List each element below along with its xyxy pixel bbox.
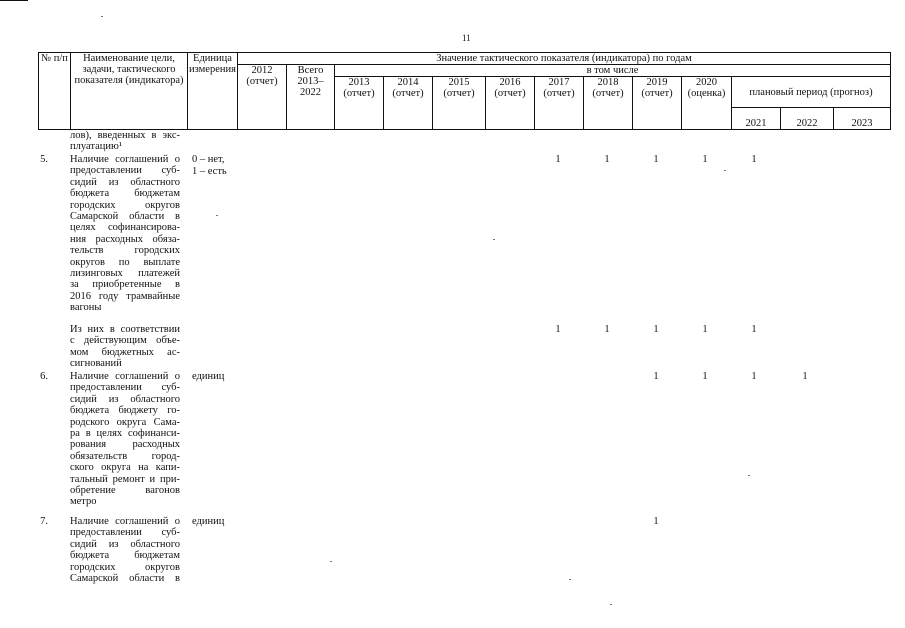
col-2013-header: 2013 (отчет) (335, 77, 384, 130)
col-values-header: Значение тактического показателя (индикатора) по годам (238, 53, 891, 65)
col-2020-header: 2020 (оценка) (682, 77, 732, 130)
col-2015-header: 2015 (отчет) (433, 77, 486, 130)
row-5-line-1: Наличие соглашений о (70, 154, 180, 165)
row-7-unit: единиц (192, 516, 225, 527)
col-2016-header: 2016 (отчет) (486, 77, 535, 130)
row-4-name-continued (70, 130, 180, 153)
row-5-line-9: тельств городских (70, 245, 180, 257)
row-5-name (70, 154, 180, 314)
row-7-line-1: Наличие соглашений о (70, 516, 180, 527)
row-5a-value-2021: 1 (751, 324, 757, 335)
row-5-line-10: округов по выплате (70, 256, 180, 268)
row-5-line-5: городских округов (70, 199, 180, 211)
row-5-line-7: целях софинансирова- (70, 222, 180, 234)
row-7-line-2: предоставлении суб- (70, 527, 180, 539)
row-6-line-8: обязательств город- (70, 450, 180, 462)
row-5-line-2: предоставлении суб- (70, 165, 180, 177)
row-6-line-11: обретение вагонов (70, 485, 180, 497)
row-5a-value-2020: 1 (702, 324, 708, 335)
row-6-unit: единиц (192, 371, 225, 382)
row-7-line-6: Самарской области в (70, 573, 180, 585)
col-2019-header: 2019 (отчет) (633, 77, 682, 130)
row-5a-line-2: с действующим объе- (70, 335, 180, 347)
row-5-value-2017: 1 (555, 154, 561, 165)
col-2023-header: 2023 (834, 108, 891, 130)
row-6-value-2020: 1 (702, 371, 708, 382)
row-6-line-5: родского округа Сама- (70, 416, 180, 428)
col-2022-header: 2022 (781, 108, 834, 130)
scan-speck (610, 604, 612, 605)
row-5-line-11: лизинговых платежей (70, 268, 180, 280)
col-total-header: Всего 2013– 2022 (287, 65, 335, 130)
row-6-line-9: ского округа на капи- (70, 462, 180, 474)
row-5a-name (70, 324, 180, 370)
row-5-value-2018: 1 (604, 154, 610, 165)
scan-speck (330, 561, 332, 562)
row-5-line-13: 2016 году трамвайные (70, 290, 180, 302)
row-5-line-6: Самарской области в (70, 211, 180, 223)
row-6-number: 6. (40, 371, 48, 382)
row-5-value-2021: 1 (751, 154, 757, 165)
col-num-header: № п/п (39, 53, 71, 130)
row-6-value-2019: 1 (653, 371, 659, 382)
row-7-line-3: сидий из областного (70, 538, 180, 550)
row-5-value-2020: 1 (702, 154, 708, 165)
row-6-line-1: Наличие соглашений о (70, 371, 180, 382)
row-5a-line-4: сигнований (70, 358, 122, 370)
row-7-line-5: городских округов (70, 561, 180, 573)
planned-period-header: плановый период (прогноз) (732, 77, 891, 108)
row-6-line-7: рования расходных (70, 439, 180, 451)
row-5-unit-line-1: 0 – нет, (192, 154, 225, 165)
row-5a-value-2018: 1 (604, 324, 610, 335)
row-7-name (70, 516, 180, 584)
row-7-value-2019: 1 (653, 516, 659, 527)
col-2012-header: 2012 (отчет) (238, 65, 287, 130)
row-5a-value-2019: 1 (653, 324, 659, 335)
row-5-line-4: бюджета бюджетам (70, 188, 180, 200)
scan-speck (724, 170, 726, 171)
row-4-line-2: плуатацию¹ (70, 141, 122, 153)
row-6-line-6: ра в целях софинанси- (70, 428, 180, 440)
row-5-line-3: сидий из областного (70, 176, 180, 188)
row-4-line-1: лов), введенных в экс- (70, 130, 180, 141)
row-6-line-2: предоставлении суб- (70, 382, 180, 394)
row-6-value-2021: 1 (751, 371, 757, 382)
row-5-line-12: за приобретенные в (70, 279, 180, 291)
row-7-line-4: бюджета бюджетам (70, 550, 180, 562)
row-6-value-2022: 1 (802, 371, 808, 382)
row-6-line-10: тальный ремонт и при- (70, 473, 180, 485)
row-6-line-4: бюджета бюджету го- (70, 405, 180, 417)
row-6-line-12: метро (70, 496, 97, 508)
col-unit-header: Единица измерения (188, 53, 238, 130)
row-5-line-14: вагоны (70, 302, 102, 314)
scan-speck (569, 579, 571, 580)
row-6-name (70, 371, 180, 508)
scan-speck (748, 475, 750, 476)
row-5-value-2019: 1 (653, 154, 659, 165)
row-5-line-8: ния расходных обяза- (70, 233, 180, 245)
scan-speck (493, 239, 495, 240)
page-number: 11 (462, 33, 471, 43)
scan-speck (216, 215, 218, 216)
col-2018-header: 2018 (отчет) (584, 77, 633, 130)
row-7-number: 7. (40, 516, 48, 527)
col-name-header: Наименование цели, задачи, тактического показателя (индикатора) (71, 53, 188, 130)
row-6-line-3: сидий из областного (70, 393, 180, 405)
row-5-unit-line-2: 1 – есть (192, 166, 227, 177)
col-2021-header: 2021 (732, 108, 781, 130)
scan-speck (101, 16, 103, 17)
col-2017-header: 2017 (отчет) (535, 77, 584, 130)
row-5a-value-2017: 1 (555, 324, 561, 335)
row-5a-line-1: Из них в соответствии (70, 324, 180, 335)
top-left-rule (0, 0, 28, 1)
row-5a-line-3: мом бюджетных ас- (70, 346, 180, 358)
indicator-table-header (38, 52, 891, 130)
row-5-number: 5. (40, 154, 48, 165)
in-total-header: в том числе (335, 65, 891, 77)
col-2014-header: 2014 (отчет) (384, 77, 433, 130)
